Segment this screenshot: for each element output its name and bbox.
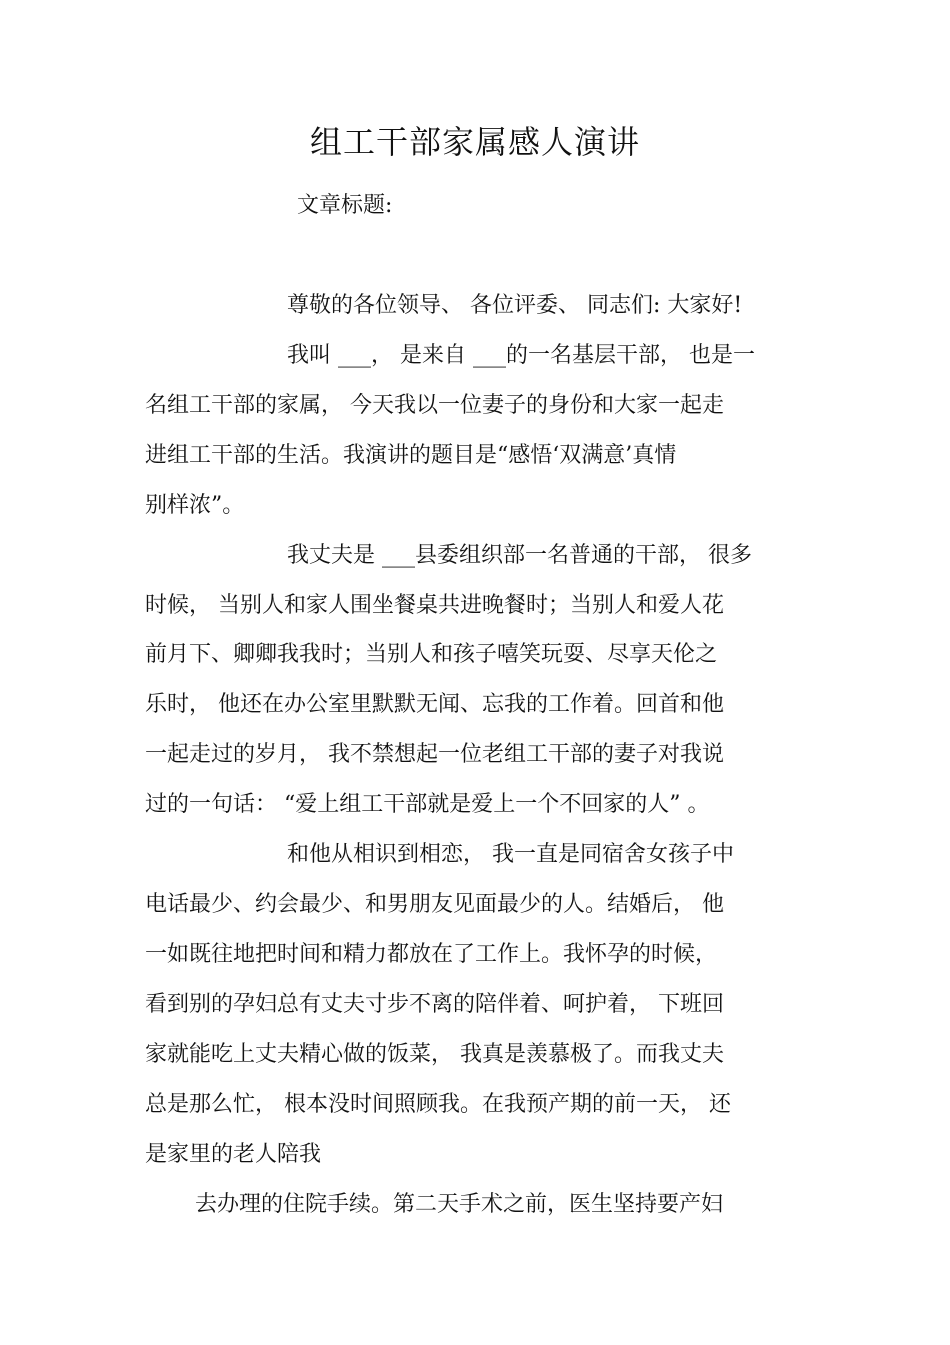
body-line: 名组工干部的家属， 今天我以一位妻子的身份和大家一起走	[145, 393, 724, 418]
body-line: 我叫 ___， 是来自 ___的一名基层干部， 也是一	[287, 343, 755, 368]
body-line: 乐时， 他还在办公室里默默无闻、忘我的工作着。回首和他	[145, 692, 724, 717]
body-line: 别样浓”。	[145, 493, 245, 518]
body-line: 是家里的老人陪我	[145, 1142, 322, 1167]
body-line: 一起走过的岁月， 我不禁想起一位老组工干部的妻子对我说	[145, 742, 724, 767]
body-line: 过的一句话： “爱上组工干部就是爱上一个不回家的人” 。	[145, 792, 710, 817]
body-line: 时候， 当别人和家人围坐餐桌共进晚餐时；当别人和爱人花	[145, 593, 724, 618]
body-line: 总是那么忙， 根本没时间照顾我。在我预产期的前一天， 还	[145, 1092, 731, 1117]
document-title: 组工干部家属感人演讲	[309, 123, 640, 161]
body-line: 前月下、卿卿我我时；当别人和孩子嘻笑玩耍、尽享天伦之	[145, 642, 718, 667]
body-line: 进组工干部的生活。我演讲的题目是“感悟‘双满意’真情	[145, 443, 677, 468]
body-line: 看到别的孕妇总有丈夫寸步不离的陪伴着、呵护着， 下班回	[145, 992, 724, 1017]
body-line: 和他从相识到相恋， 我一直是同宿舍女孩子中	[287, 842, 734, 867]
body-line: 电话最少、约会最少、和男朋友见面最少的人。结婚后， 他	[145, 892, 724, 917]
body-line: 家就能吃上丈夫精心做的饭菜， 我真是羡慕极了。而我丈夫	[145, 1042, 724, 1067]
body-line: 一如既往地把时间和精力都放在了工作上。我怀孕的时候，	[145, 942, 718, 967]
body-line: 我丈夫是 ___县委组织部一名普通的干部， 很多	[287, 543, 752, 568]
body-line: 去办理的住院手续。第二天手术之前，医生坚持要产妇	[195, 1192, 724, 1217]
article-title-label: 文章标题:	[297, 193, 393, 218]
body-line: 尊敬的各位领导、 各位评委、 同志们: 大家好!	[287, 293, 743, 318]
